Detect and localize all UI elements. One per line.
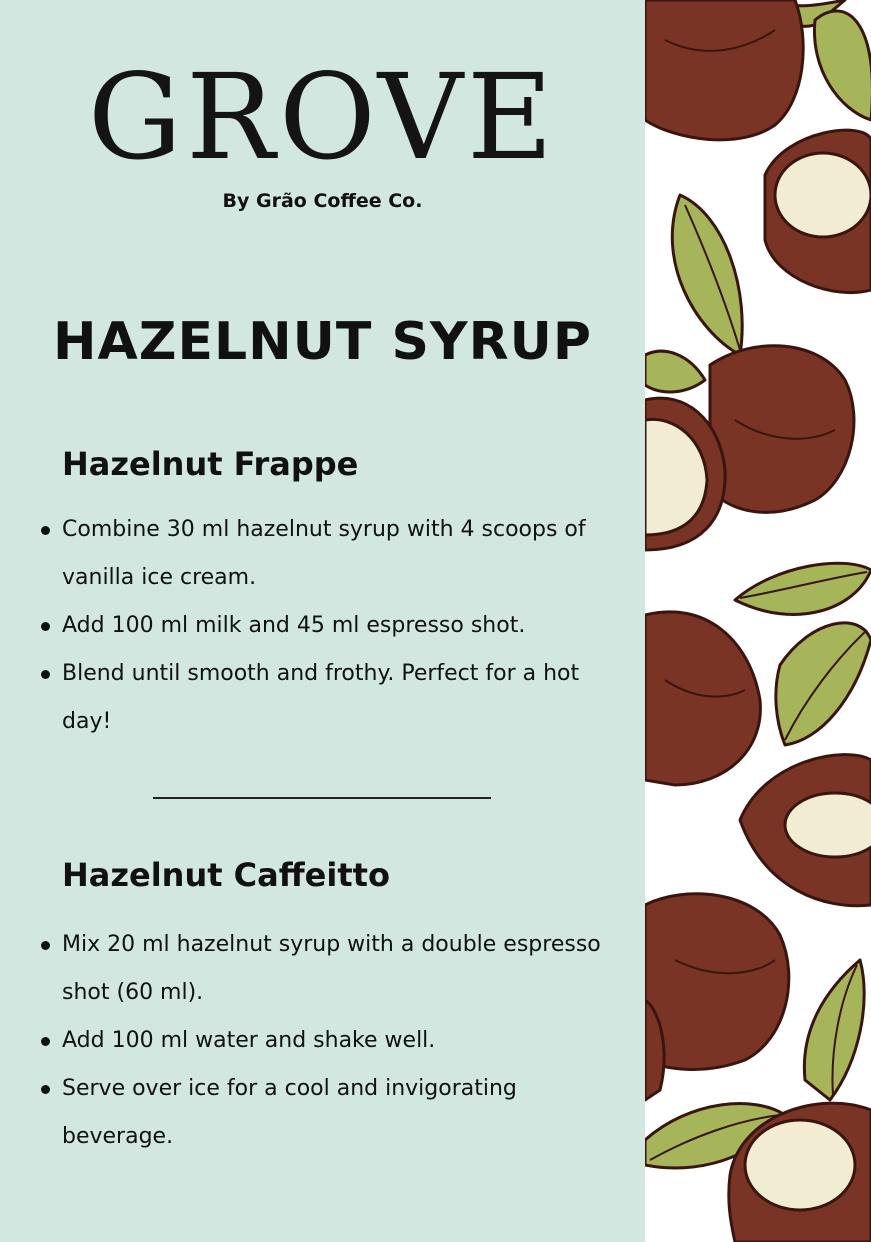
list-item: Blend until smooth and frothy. Perfect for a hot day!: [38, 650, 618, 746]
recipe-steps-frappe: [38, 506, 618, 746]
hazelnut-illustration: [645, 0, 871, 1242]
list-item: Add 100 ml milk and 45 ml espresso shot.: [38, 602, 618, 650]
list-item: Add 100 ml water and shake well.: [38, 1017, 618, 1065]
list-item: Mix 20 ml hazelnut syrup with a double espresso shot (60 ml).: [38, 921, 618, 1017]
page-title: HAZELNUT SYRUP: [53, 312, 592, 372]
section-divider: [153, 797, 491, 799]
recipe-steps-caffeitto: [38, 921, 618, 1161]
brand-logo: GROVE: [87, 48, 558, 186]
brand-tagline: By Grão Coffee Co.: [222, 190, 423, 212]
recipe-title-frappe: Hazelnut Frappe: [62, 445, 359, 483]
recipe-title-caffeitto: Hazelnut Caffeitto: [62, 856, 390, 894]
list-item: Combine 30 ml hazelnut syrup with 4 scoops of vanilla ice cream.: [38, 506, 618, 602]
list-item: Serve over ice for a cool and invigorating beverage.: [38, 1065, 618, 1161]
